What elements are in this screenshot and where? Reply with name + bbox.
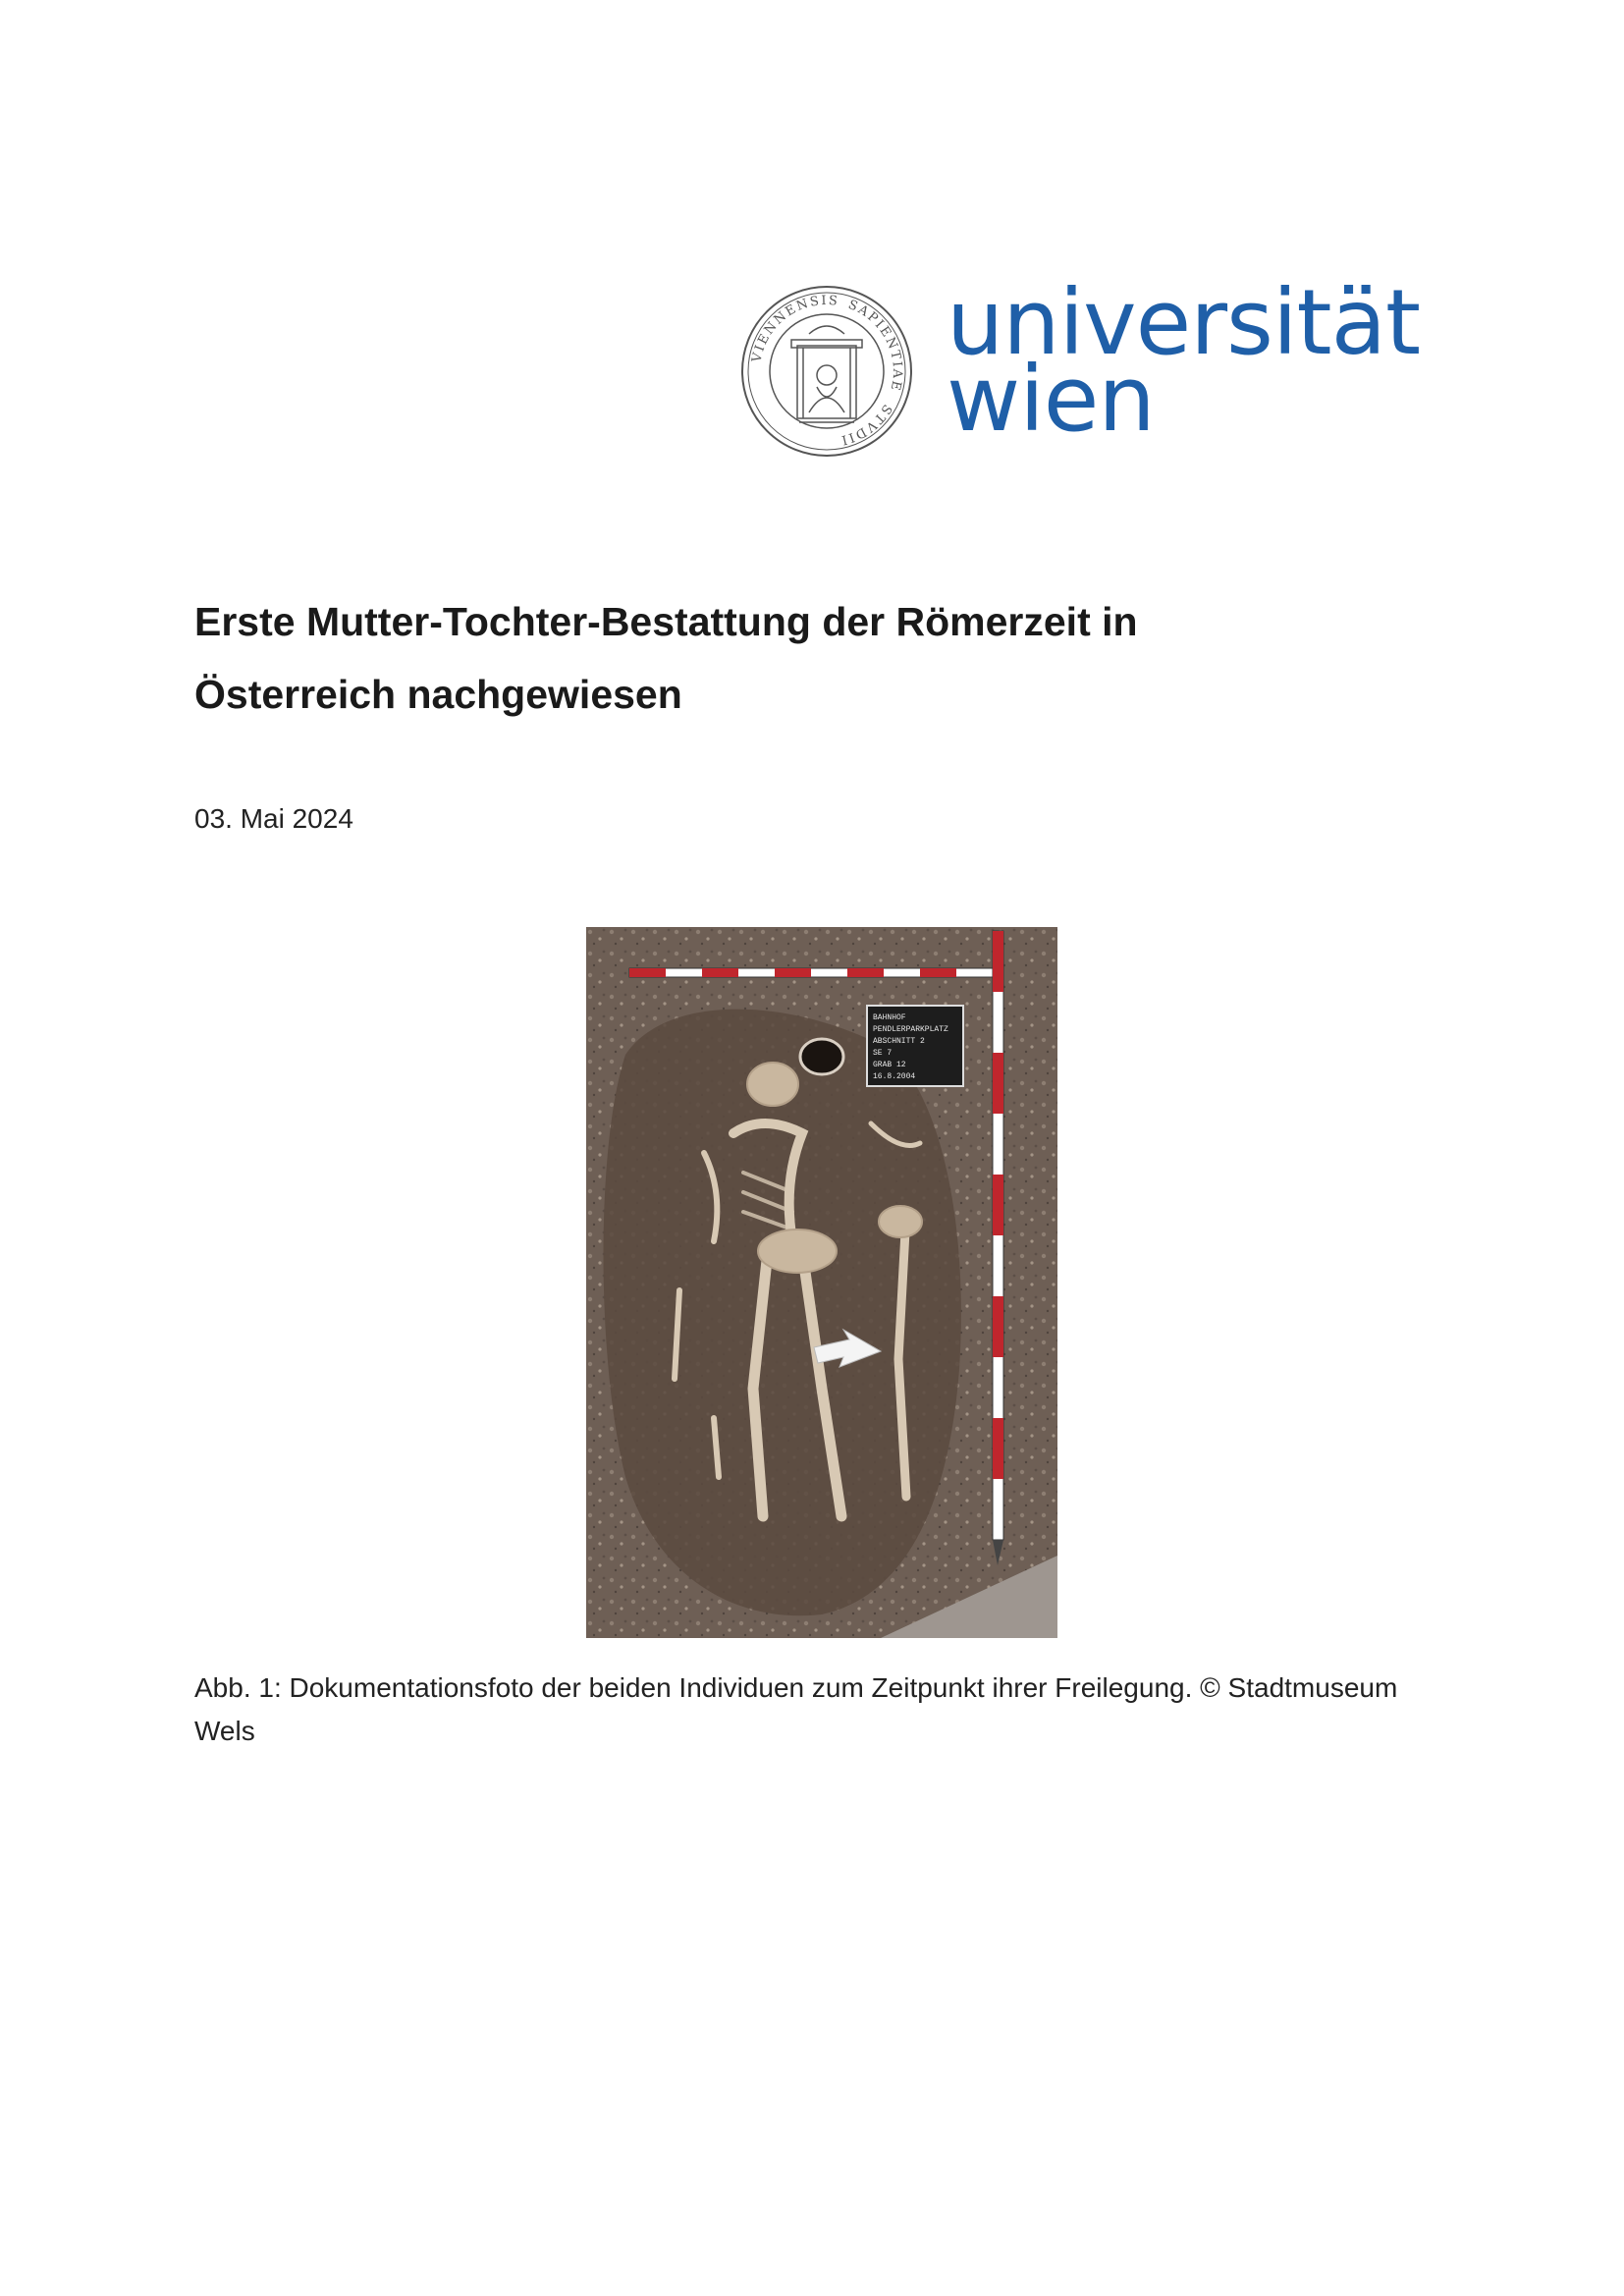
- figure-caption: [194, 1667, 1432, 1753]
- article-date: 03. Mai 2024: [194, 803, 353, 834]
- seal-text-1: VIENNENSIS: [749, 293, 840, 364]
- title-line-2: Österreich nachgewiesen: [194, 672, 682, 717]
- seal-text-2: SAPIENTIAE: [845, 297, 905, 394]
- sign-line-2: PENDLERPARKPLATZ: [873, 1025, 948, 1034]
- measuring-scale-vertical: [993, 931, 1003, 1565]
- ceramic-vessel: [800, 1039, 843, 1074]
- university-seal-icon: [740, 285, 913, 458]
- article-title: [194, 585, 1422, 731]
- university-wordmark: [947, 270, 1421, 452]
- wordmark-line-1: universität: [947, 270, 1421, 375]
- sign-line-1: BAHNHOF: [873, 1013, 906, 1022]
- sign-line-5: GRAB 12: [873, 1061, 906, 1069]
- caption-line-1: Abb. 1: Dokumentationsfoto der beiden Individuen zum Zeitpunkt ihrer Freilegung. © Stadtmuseum: [194, 1672, 1398, 1703]
- sign-line-4: SE 7: [873, 1049, 893, 1058]
- svg-text:VIENNENSIS: [749, 294, 839, 364]
- grave-label-sign: [867, 1006, 963, 1086]
- wordmark-line-2: wien: [947, 347, 1155, 452]
- seal-text-3: STVDII: [838, 401, 894, 448]
- excavation-photo: [586, 927, 1057, 1638]
- caption-line-2: Wels: [194, 1716, 255, 1746]
- sign-line-6: 16.8.2004: [873, 1072, 916, 1081]
- university-logo: [740, 270, 1421, 458]
- title-line-1: Erste Mutter-Tochter-Bestattung der Römerzeit in: [194, 599, 1138, 644]
- sign-line-3: ABSCHNITT 2: [873, 1037, 925, 1046]
- measuring-scale-horizontal: [629, 968, 995, 977]
